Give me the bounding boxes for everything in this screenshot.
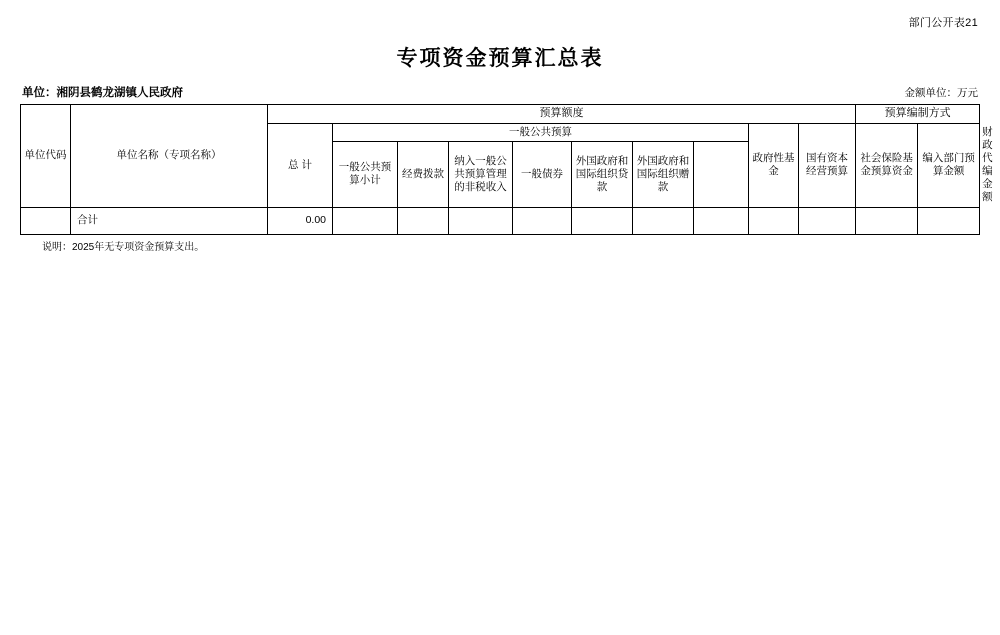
cell-appropriation xyxy=(398,207,449,234)
header-state-capital: 国有资本经营预算 xyxy=(799,123,856,207)
header-social-insurance: 社会保险基金预算资金 xyxy=(856,123,918,207)
cell-foreign-gov-loan xyxy=(572,207,633,234)
cell-non-tax xyxy=(449,207,513,234)
meta-row xyxy=(22,84,978,100)
cell-foreign-gov-grant xyxy=(633,207,694,234)
cell-state-capital xyxy=(749,207,799,234)
cell-unit-code xyxy=(21,207,71,234)
header-unit-code: 单位代码 xyxy=(21,105,71,208)
cell-total: 0.00 xyxy=(268,207,333,234)
table-header-row-2: 总 计 一般公共预算 政府性基金 国有资本经营预算 社会保险基金预算资金 编入部门预算金额 财政代编金额 xyxy=(21,123,980,141)
form-code-label: 部门公开表21 xyxy=(908,17,978,29)
table-header-row-1 xyxy=(21,105,980,124)
unit-label: 单位：湘阴县鹤龙湖镇人民政府 xyxy=(22,87,183,99)
header-budget-amount: 预算额度 xyxy=(268,105,856,124)
header-dept-budget-amount: 编入部门预算金额 xyxy=(918,123,980,207)
table-note: 说明：2025年无专项资金预算支出。 xyxy=(42,242,205,253)
header-appropriation: 经费拨款 xyxy=(398,141,449,207)
cell-gov-fund xyxy=(694,207,749,234)
header-foreign-gov-grant: 外国政府和国际组织赠款 xyxy=(633,141,694,207)
header-gov-fund: 政府性基金 xyxy=(749,123,799,207)
header-general-bond: 一般债券 xyxy=(513,141,572,207)
table-row xyxy=(21,207,980,234)
header-general-public-budget: 一般公共预算 xyxy=(333,123,749,141)
cell-social-insurance xyxy=(799,207,856,234)
cell-unit-name: 合计 xyxy=(71,207,268,234)
cell-dept-budget-amount xyxy=(856,207,918,234)
cell-fiscal-prepared xyxy=(918,207,980,234)
header-unit-name: 单位名称（专项名称） xyxy=(71,105,268,208)
header-total: 总 计 xyxy=(268,123,333,207)
cell-general-public-sub xyxy=(333,207,398,234)
budget-summary-table xyxy=(20,104,993,235)
amount-unit-label: 金额单位：万元 xyxy=(904,87,978,99)
header-non-tax: 纳入一般公共预算管理的非税收入 xyxy=(449,141,513,207)
page-title: 专项资金预算汇总表 xyxy=(396,47,604,70)
header-budget-method: 预算编制方式 xyxy=(856,105,980,124)
header-foreign-gov-loan: 外国政府和国际组织贷款 xyxy=(572,141,633,207)
cell-general-bond xyxy=(513,207,572,234)
header-general-public-sub: 一般公共预算小计 xyxy=(333,141,398,207)
